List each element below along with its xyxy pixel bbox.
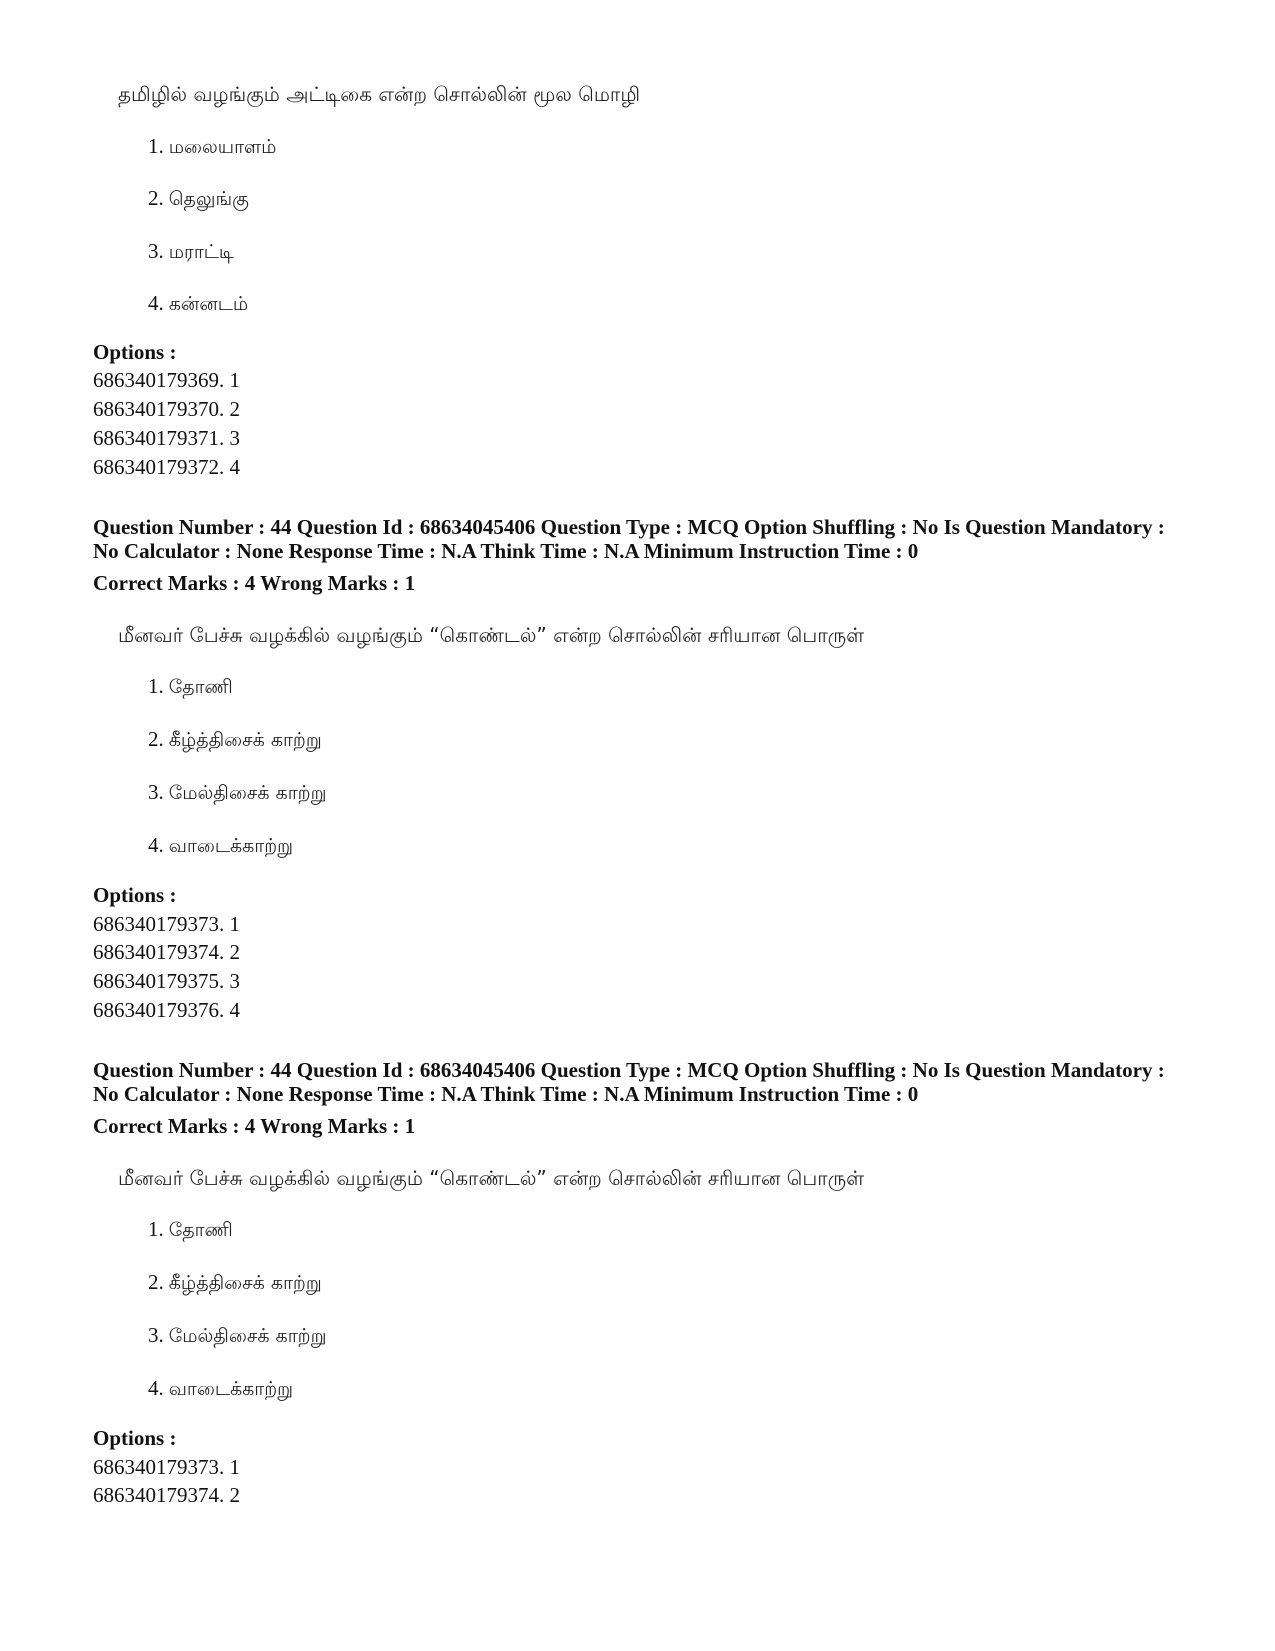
choice-number: 3. bbox=[148, 239, 164, 263]
question-meta-line-2: No Calculator : None Response Time : N.A Think Time : N.A Minimum Instruction Time : 0 bbox=[93, 539, 919, 563]
choice-4 bbox=[148, 291, 248, 318]
choice-number: 4. bbox=[148, 1376, 164, 1400]
choice-text: கீழ்த்திசைக் காற்று bbox=[168, 1272, 322, 1294]
option-id: 686340179374. 2 bbox=[93, 1483, 240, 1507]
choice-text: தெலுங்கு bbox=[168, 188, 249, 210]
choice-text: மேல்திசைக் காற்று bbox=[168, 1325, 327, 1347]
choice-4 bbox=[148, 833, 293, 860]
choice-text: மராட்டி bbox=[168, 241, 235, 263]
option-id: 686340179371. 3 bbox=[93, 426, 240, 450]
option-id: 686340179372. 4 bbox=[93, 455, 240, 479]
choice-number: 3. bbox=[148, 780, 164, 804]
marks-line: Correct Marks : 4 Wrong Marks : 1 bbox=[93, 571, 416, 595]
choice-text: தோணி bbox=[168, 676, 233, 698]
choice-number: 3. bbox=[148, 1323, 164, 1347]
question-text: மீனவர் பேச்சு வழக்கில் வழங்கும் “கொண்டல்” என்ற சொல்லின் சரியான பொருள் bbox=[118, 623, 865, 647]
marks-line: Correct Marks : 4 Wrong Marks : 1 bbox=[93, 1114, 416, 1138]
option-id: 686340179375. 3 bbox=[93, 969, 240, 993]
question-meta-line-1: Question Number : 44 Question Id : 68634045406 Question Type : MCQ Option Shuffling : No Is Question Mandatory : bbox=[93, 1058, 1165, 1082]
choice-2 bbox=[148, 727, 322, 754]
question-meta bbox=[93, 1058, 1213, 1106]
options-label: Options : bbox=[93, 1426, 177, 1450]
choice-number: 2. bbox=[148, 186, 164, 210]
choice-1 bbox=[148, 1217, 233, 1244]
choice-2 bbox=[148, 1270, 322, 1297]
question-text: மீனவர் பேச்சு வழக்கில் வழங்கும் “கொண்டல்” என்ற சொல்லின் சரியான பொருள் bbox=[118, 1166, 865, 1190]
choice-number: 2. bbox=[148, 727, 164, 751]
option-id: 686340179370. 2 bbox=[93, 397, 240, 421]
question-text: தமிழில் வழங்கும் அட்டிகை என்ற சொல்லின் மூல மொழி bbox=[118, 82, 641, 106]
question-meta-line-1: Question Number : 44 Question Id : 68634045406 Question Type : MCQ Option Shuffling : No Is Question Mandatory : bbox=[93, 515, 1165, 539]
option-id: 686340179376. 4 bbox=[93, 998, 240, 1022]
choice-3 bbox=[148, 780, 326, 807]
choice-3 bbox=[148, 239, 234, 266]
option-id: 686340179369. 1 bbox=[93, 368, 240, 392]
options-label: Options : bbox=[93, 340, 177, 364]
option-id: 686340179373. 1 bbox=[93, 912, 240, 936]
choice-number: 4. bbox=[148, 291, 164, 315]
choice-1 bbox=[148, 134, 276, 161]
choice-text: வாடைக்காற்று bbox=[168, 835, 294, 857]
choice-number: 2. bbox=[148, 1270, 164, 1294]
choice-text: கீழ்த்திசைக் காற்று bbox=[168, 729, 322, 751]
choice-2 bbox=[148, 186, 249, 213]
choice-number: 1. bbox=[148, 134, 164, 158]
choice-text: வாடைக்காற்று bbox=[168, 1378, 294, 1400]
choice-text: தோணி bbox=[168, 1219, 233, 1241]
choice-3 bbox=[148, 1323, 326, 1350]
choice-number: 1. bbox=[148, 674, 164, 698]
choice-1 bbox=[148, 674, 233, 701]
question-meta bbox=[93, 515, 1213, 563]
choice-text: மலையாளம் bbox=[168, 136, 277, 158]
choice-number: 4. bbox=[148, 833, 164, 857]
option-id: 686340179374. 2 bbox=[93, 940, 240, 964]
option-id: 686340179373. 1 bbox=[93, 1455, 240, 1479]
choice-number: 1. bbox=[148, 1217, 164, 1241]
choice-4 bbox=[148, 1376, 293, 1403]
options-label: Options : bbox=[93, 883, 177, 907]
choice-text: மேல்திசைக் காற்று bbox=[168, 782, 327, 804]
choice-text: கன்னடம் bbox=[168, 293, 249, 315]
question-meta-line-2: No Calculator : None Response Time : N.A Think Time : N.A Minimum Instruction Time : 0 bbox=[93, 1082, 919, 1106]
